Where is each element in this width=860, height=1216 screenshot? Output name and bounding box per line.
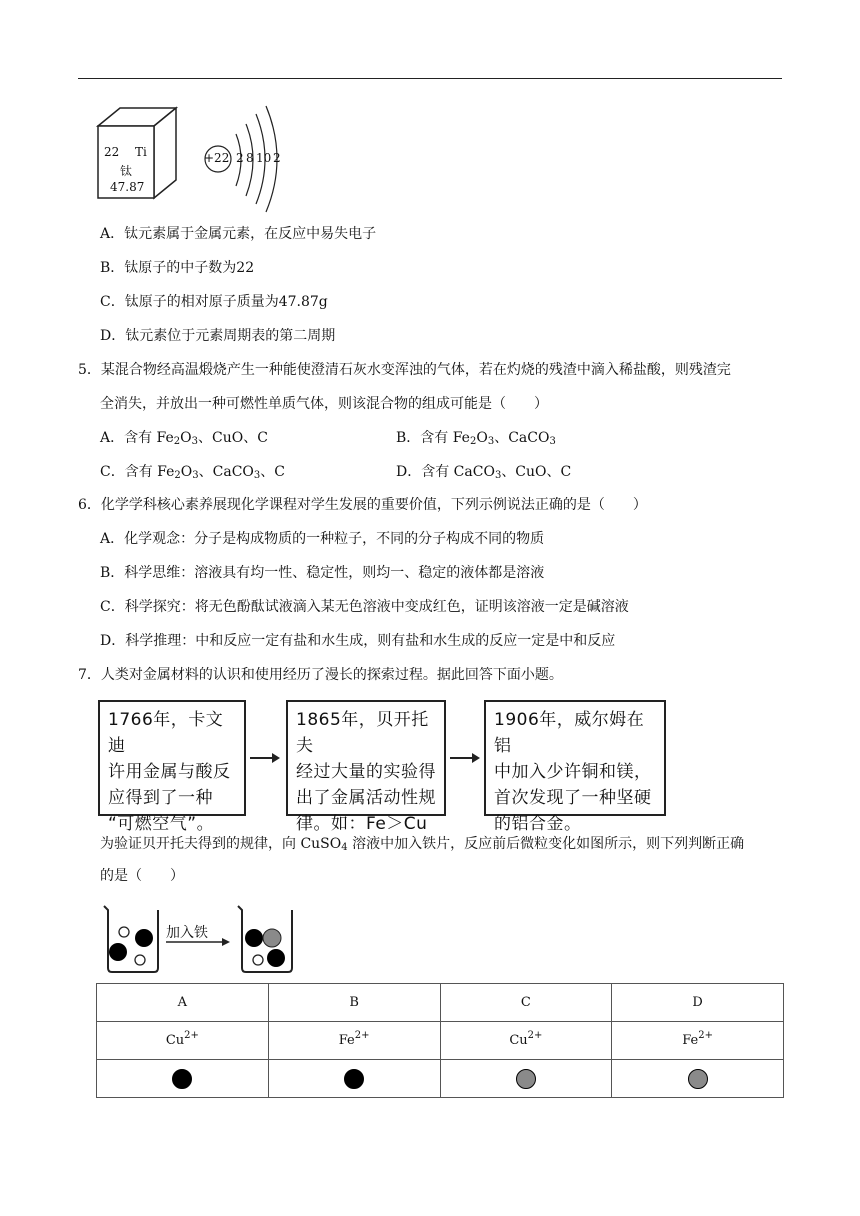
- shell-2: 8: [246, 151, 254, 165]
- particle-symbol-a: [172, 1069, 192, 1089]
- q6-option-b: B．科学思维：溶液具有均一性、稳定性，则均一、稳定的液体都是溶液: [100, 565, 545, 581]
- table-row-symbols: [97, 1060, 784, 1098]
- timeline-arrow-1: [250, 757, 278, 759]
- q5-option-d: D．含有 CaCO$_3$、CuO、C: [396, 464, 572, 481]
- ion-c: $Cu^{2+}$: [440, 1022, 612, 1060]
- shell-1: 2: [236, 151, 244, 165]
- header-d: D: [612, 984, 784, 1022]
- q4-option-d: D．钛元素位于元素周期表的第二周期: [100, 328, 336, 344]
- q5-option-b: B．含有 $Fe_2O_3$、CaCO$_3$: [396, 430, 556, 447]
- tile-mass: 47.87: [110, 180, 145, 194]
- header-c: C: [440, 984, 612, 1022]
- ion-a: $Cu^{2+}$: [97, 1022, 269, 1060]
- q6-option-d: D．科学推理：中和反应一定有盐和水生成，则有盐和水生成的反应一定是中和反应: [100, 633, 616, 649]
- table-row-headers: [97, 984, 784, 1022]
- particle-symbol-d: [688, 1069, 708, 1089]
- particle-symbol-b: [344, 1069, 364, 1089]
- timeline-arrow-2: [450, 757, 478, 759]
- q5-option-a: A．含有 $Fe_2O_3$、CuO、C: [100, 430, 268, 447]
- q7-sub-stem-line1: 为验证贝开托夫得到的规律，向 CuSO$_4$ 溶液中加入铁片，反应前后微粒变化如图所示，则下列判断正确: [100, 836, 745, 853]
- q6-stem: 6．化学学科核心素养展现化学课程对学生发展的重要价值，下列示例说法正确的是（ ）: [78, 497, 647, 513]
- q4-option-b: B．钛原子的中子数为22: [100, 260, 255, 276]
- header-a: A: [97, 984, 269, 1022]
- shell-3: 10: [256, 151, 272, 165]
- tile-symbol: Ti: [135, 145, 147, 159]
- q7-sub-stem-line2: 的是（ ）: [100, 868, 184, 884]
- shell-4: 2: [273, 151, 281, 165]
- ion-b: $Fe^{2+}$: [268, 1022, 440, 1060]
- tile-atomic-number: 22: [104, 145, 120, 159]
- header-rule: [78, 78, 782, 79]
- beaker-arrow-label: 加入铁: [166, 925, 208, 941]
- timeline-box-1906: 1906年，威尔姆在铝 中加入少许铜和镁， 首次发现了一种坚硬 的铝合金。: [484, 700, 666, 816]
- q6-option-a: A．化学观念：分子是构成物质的一种粒子，不同的分子构成不同的物质: [100, 531, 545, 547]
- q4-option-a: A．钛元素属于金属元素，在反应中易失电子: [100, 226, 377, 242]
- tile-name: 钛: [120, 164, 133, 178]
- table-row-ions: [97, 1022, 784, 1060]
- particle-symbol-c: [516, 1069, 536, 1089]
- q5-stem-line2: 全消失，并放出一种可燃性单质气体，则该混合物的组成可能是（ ）: [100, 396, 548, 412]
- q7-stem: 7．人类对金属材料的认识和使用经历了漫长的探索过程。据此回答下面小题。: [78, 667, 563, 683]
- ion-d: $Fe^{2+}$: [612, 1022, 784, 1060]
- timeline-box-1766: 1766年，卡文迪 许用金属与酸反 应得到了一种 “可燃空气”。: [98, 700, 246, 816]
- header-b: B: [268, 984, 440, 1022]
- q5-option-c: C．含有 $Fe_2O_3$、CaCO$_3$、C: [100, 464, 285, 481]
- q5-stem-line1: 5．某混合物经高温煅烧产生一种能使澄清石灰水变浑浊的气体，若在灼烧的残渣中滴入稀盐酸，则残渣完: [78, 362, 731, 378]
- nucleus-charge: +22: [204, 151, 230, 165]
- q6-option-c: C．科学探究：将无色酚酞试液滴入某无色溶液中变成红色，证明该溶液一定是碱溶液: [100, 599, 629, 615]
- answer-table: [96, 983, 784, 1098]
- timeline-box-1865: 1865年，贝开托夫 经过大量的实验得 出了金属活动性规 律。如：Fe＞Cu: [286, 700, 446, 816]
- q4-option-c: C．钛原子的相对原子质量为47.87g: [100, 294, 328, 310]
